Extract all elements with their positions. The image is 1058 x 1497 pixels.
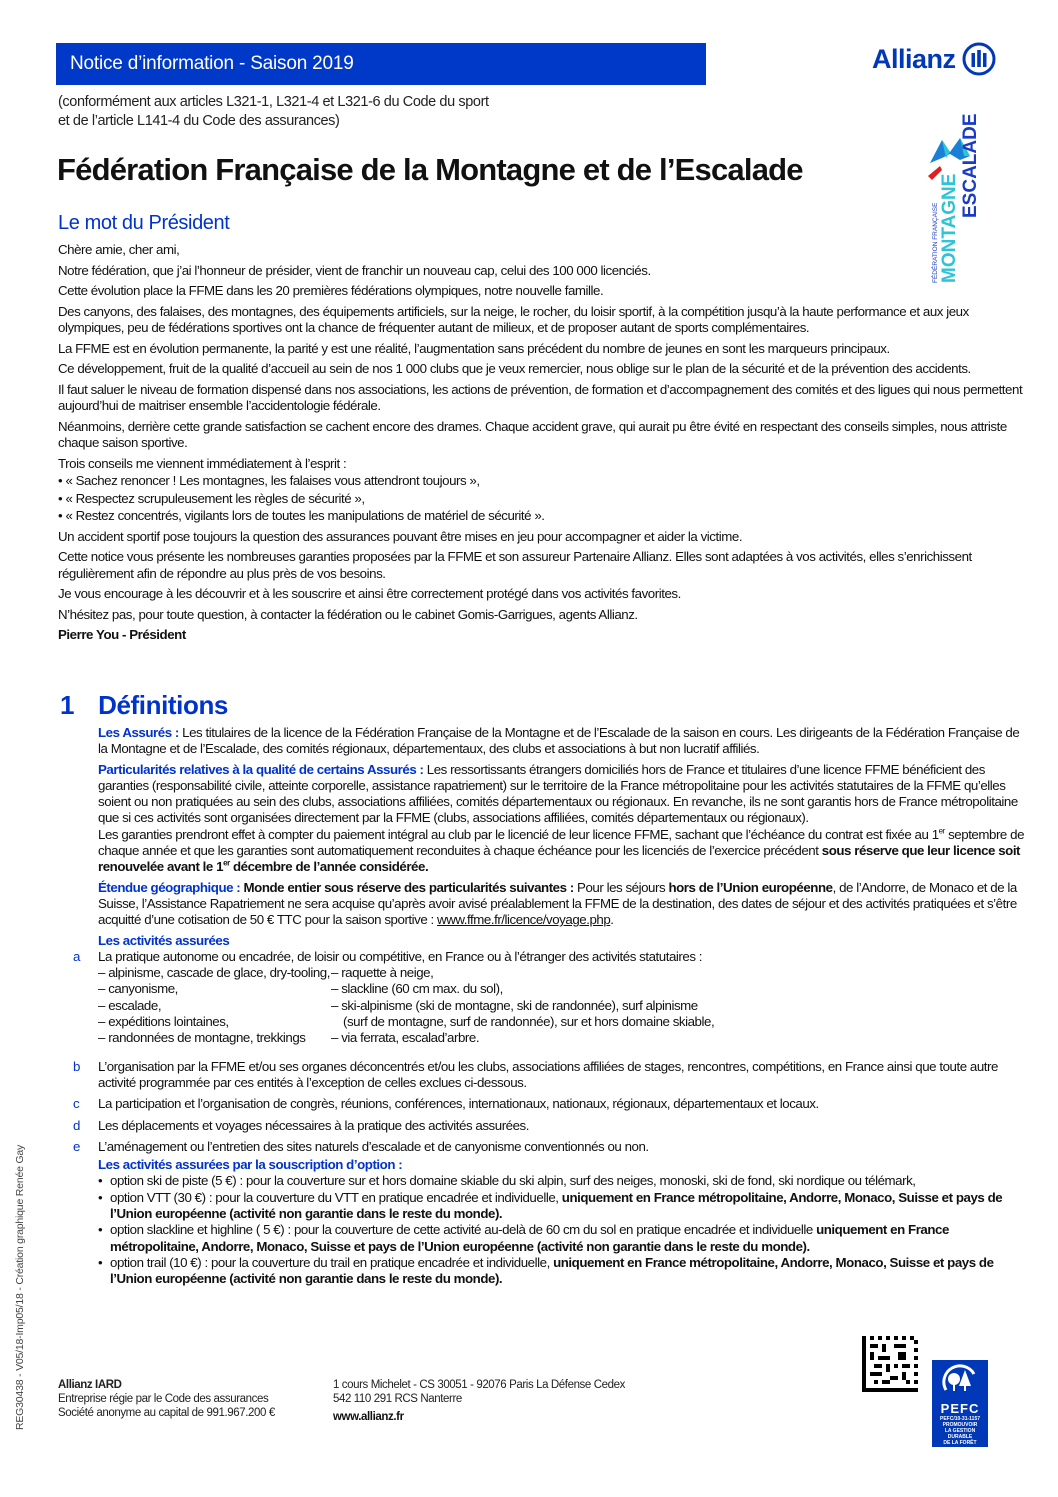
definition-text: Les garanties prendront effet à compter du paiement intégral au club par le licencié de leur licence FFME, sachant que l’échéance du contrat est fixée au 1 bbox=[98, 826, 939, 842]
options-list bbox=[98, 1173, 1026, 1287]
advice-bullet: • « Respectez scrupuleusement les règles de sécurité », bbox=[58, 490, 365, 506]
letter-paragraph: Il faut saluer le niveau de formation dispensé dans nos associations, les actions de prévention, de formation et d’accompagnement des comités et des ligues qui nous permettent aujourd’hui de maitriser ensemble l’accidentologie fédérale. bbox=[58, 381, 1023, 413]
options-heading: Les activités assurées par la souscription d’option : bbox=[98, 1157, 403, 1173]
definition-text: Pour les séjours bbox=[573, 879, 669, 895]
activity-entry: (surf de montagne, surf de randonnée), sur et hors domaine skiable, bbox=[343, 1014, 715, 1030]
definition-emphasis: sous réserve que leur licence soit renouvelée avant le 1 bbox=[98, 843, 1021, 875]
activity-entry: – slackline (60 cm max. du sol), bbox=[331, 981, 503, 997]
item-text: L’aménagement ou l’entretien des sites naturels d’escalade et de canyonisme conventionnés ou non. bbox=[98, 1138, 649, 1154]
superscript: er bbox=[223, 858, 230, 868]
footer-website-link[interactable]: www.allianz.fr bbox=[333, 1411, 404, 1423]
option-restriction: uniquement en France métropolitaine, Andorre, Monaco, Suisse et pays de l’Union européenne (activité non garantie dans le reste du monde). bbox=[110, 1222, 949, 1254]
footer-line: 1 cours Michelet - CS 30051 - 92076 Paris La Défense Cedex bbox=[333, 1379, 625, 1391]
letter-paragraph: Je vous encourage à les découvrir et à les souscrire et ainsi être correctement protégé dans vos activités favorites. bbox=[58, 586, 681, 601]
activity-entry: – canyonisme, bbox=[98, 981, 178, 997]
option-slackline-highline bbox=[98, 1222, 1026, 1255]
activity-entry: – expéditions lointaines, bbox=[98, 1014, 229, 1030]
definition-text: Les ressortissants étrangers domiciliés hors de France et titulaires d’une licence FFME bénéficient des garanties (responsabilité civile, atteinte corporelle, assistance rapatriement) sur le territoire de la France métropolitaine pour les activités statutaires de la FFME qu’elles soient ou non pratiquées au sein des clubs, associations affiliées, comités départementaux ou régionaux. En revanche, ils ne sont garantis hors de France métropolitaine que si ces activités sont organisées directement par la FFME (clubs, associations affiliées, comités départementaux ou régionaux). bbox=[98, 761, 1018, 826]
definition-assures bbox=[98, 725, 1026, 758]
legal-reference-line: (conformément aux articles L321-1, L321-4 et L321-6 du Code du sport bbox=[58, 94, 489, 110]
activity-item-b bbox=[73, 1058, 1026, 1092]
voyage-link[interactable]: www.ffme.fr/licence/voyage.php bbox=[437, 912, 611, 928]
legal-reference bbox=[58, 93, 489, 131]
definition-term: Les Assurés : bbox=[98, 725, 179, 740]
footer-line: Entreprise régie par le Code des assurances bbox=[58, 1393, 269, 1405]
definitions-body bbox=[73, 725, 1026, 1288]
pefc-trees-icon bbox=[940, 1364, 980, 1398]
superscript: er bbox=[938, 826, 945, 836]
president-heading: Le mot du Président bbox=[58, 212, 230, 234]
advice-bullet: • « Restez concentrés, vigilants lors de toutes les manipulations de matériel de sécurité ». bbox=[58, 508, 545, 523]
item-text: Les déplacements et voyages nécessaires à la pratique des activités assurées. bbox=[98, 1117, 530, 1133]
footer-line: Société anonyme au capital de 991.967.200 € bbox=[58, 1407, 275, 1419]
definition-effect-dates bbox=[98, 827, 1026, 876]
pefc-tagline: LA GESTION DURABLE bbox=[944, 1428, 976, 1440]
activity-entry: – randonnées de montagne, trekkings bbox=[98, 1030, 306, 1046]
ffme-logo-small-text: FÉDÉRATION FRANÇAISE bbox=[932, 202, 939, 283]
letter-paragraph: Des canyons, des falaises, des montagnes, des équipements artificiels, sur la neige, le rocher, du loisir sportif, à la compétition jusqu’à la haute performance et aux jeux olympiques, peu de fédérations sportives ont la chance de fréquenter autant de milieux, et de proposer autant de sports complémentaires. bbox=[58, 303, 969, 335]
definition-text: Les titulaires de la licence de la Fédération Française de la Montagne et de l’Escalade de la saison en cours. Les dirigeants de la Fédération Française de la Montagne et de l’Escalade, des comités régionaux, départementaux, des clubs et associations à but non lucratif affiliés. bbox=[98, 725, 1020, 757]
item-letter: e bbox=[73, 1138, 80, 1154]
option-text: option ski de piste (5 €) : pour la couverture sur et hors domaine skiable du ski alpin, surf des neiges, monoski, ski de fond, ski nordique ou télémark, bbox=[110, 1173, 916, 1189]
datamatrix-code-icon bbox=[862, 1336, 918, 1392]
item-text: L’organisation par la FFME et/ou ses organes déconcentrés et/ou les clubs, associations affiliées de stages, rencontres, compétitions, en France ainsi que toute autre activité programmée par ces entités à l’exception de celles exclues ci-dessous. bbox=[98, 1058, 998, 1090]
page-title: Fédération Française de la Montagne et de l’Escalade bbox=[57, 152, 803, 187]
definition-emphasis: hors de l’Union européenne bbox=[668, 879, 833, 895]
option-text: option VTT (30 €) : pour la couverture du VTT en pratique encadrée et individuelle, bbox=[110, 1189, 562, 1205]
legal-reference-line: et de l’article L141-4 du Code des assurances) bbox=[58, 113, 340, 129]
activity-entry: – alpinisme, cascade de glace, dry-tooling, bbox=[98, 965, 330, 981]
activity-entry: – raquette à neige, bbox=[331, 965, 434, 981]
activity-item-c bbox=[73, 1096, 1026, 1112]
ffme-logo-montagne: MONTAGNE bbox=[939, 173, 960, 283]
letter-paragraph: Cette notice vous présente les nombreuses garanties proposées par la FFME et son assureur Partenaire Allianz. Elles sont adaptées à vos activités, elles s’enrichissent régulièrement afin de répondre au plus près de vos besoins. bbox=[58, 549, 972, 581]
letter-paragraph: Chère amie, cher ami, bbox=[58, 242, 180, 257]
section-title: Définitions bbox=[98, 690, 228, 720]
pefc-tagline: DE LA FORÊT bbox=[943, 1440, 977, 1446]
letter-paragraph: Trois conseils me viennent immédiatement à l’esprit : bbox=[58, 455, 347, 471]
item-text: La participation et l’organisation de congrès, réunions, conférences, internationaux, nationaux, régionaux, départementaux et locaux. bbox=[98, 1096, 819, 1112]
option-text: option trail (10 €) : pour la couverture du trail en pratique encadrée et individuelle, bbox=[110, 1254, 554, 1270]
letter-paragraph: Néanmoins, derrière cette grande satisfaction se cachent encore des drames. Chaque accident grave, qui aurait pu être évité en respectant des conseils simples, nous attriste chaque saison sportive. bbox=[58, 418, 1007, 450]
activity-entry: – ski-alpinisme (ski de montagne, ski de randonnée), surf alpinisme bbox=[331, 997, 698, 1013]
definition-text: , de l’Andorre, de Monaco et de la Suisse, l’Assistance Rapatriement ne sera acquise qu’après avoir avisé préalablement la FFME de la destination, des dates de séjour et des activités pratiquées et s’être acquitté d’une cotisation de 50 € TTC pour la saison sportive : bbox=[98, 879, 1017, 928]
pefc-label bbox=[932, 1360, 988, 1447]
pefc-tagline: PROMOUVOIR bbox=[942, 1422, 978, 1428]
print-reference: REG30438 - V05/18-Imp05/18 - Création graphique Renée Gay bbox=[14, 1144, 26, 1430]
definition-term: Étendue géographique : bbox=[98, 879, 241, 895]
definition-particularites bbox=[98, 762, 1026, 827]
footer-company-name: Allianz IARD bbox=[58, 1379, 122, 1391]
letter-paragraph: N’hésitez pas, pour toute question, à contacter la fédération ou le cabinet Gomis-Garrigues, agents Allianz. bbox=[58, 606, 638, 622]
activity-item-e bbox=[73, 1138, 1026, 1155]
activity-entry: – escalade, bbox=[98, 997, 162, 1013]
statutory-activities-list bbox=[98, 965, 1026, 1046]
allianz-eagle-icon bbox=[962, 42, 996, 76]
item-letter: b bbox=[73, 1058, 80, 1074]
section-number: 1 bbox=[60, 690, 75, 720]
option-restriction: uniquement en France métropolitaine, Andorre, Monaco, Suisse et pays de l’Union européenne (activité non garantie dans le reste du monde). bbox=[110, 1254, 994, 1287]
option-ski-de-piste bbox=[98, 1173, 1026, 1189]
item-letter: d bbox=[73, 1117, 80, 1133]
letter-paragraph: La FFME est en évolution permanente, la parité y est une réalité, l’augmentation sans précédent du nombre de jeunes en sont les marqueurs principaux. bbox=[58, 340, 890, 356]
definition-text: septembre de chaque année et que les garanties sont automatiquement reconduites à chaque échéance pour les licenciés de l’exercice précédent bbox=[98, 826, 1025, 859]
activity-item-a bbox=[73, 948, 1026, 1047]
pefc-wordmark: PEFC bbox=[940, 1401, 980, 1416]
definition-etendue bbox=[98, 880, 1026, 929]
president-letter bbox=[58, 242, 1026, 648]
activity-item-d bbox=[73, 1117, 1026, 1134]
section-heading-definitions bbox=[60, 690, 228, 721]
option-vtt bbox=[98, 1190, 1026, 1223]
allianz-wordmark: Allianz bbox=[872, 43, 956, 74]
pefc-code: PEFC/10-31-1157 bbox=[939, 1416, 981, 1422]
definition-text: . bbox=[610, 912, 614, 928]
advice-bullet: • « Sachez renoncer ! Les montagnes, les falaises vous attendront toujours », bbox=[58, 473, 480, 488]
letter-paragraph: Cette évolution place la FFME dans les 20 premières fédérations olympiques, notre nouvelle famille. bbox=[58, 283, 604, 298]
definition-term: Particularités relatives à la qualité de certains Assurés : bbox=[98, 761, 424, 777]
letter-signature: Pierre You - Président bbox=[58, 627, 186, 642]
item-text: La pratique autonome ou encadrée, de loisir ou compétitive, en France ou à l’étranger des activités statutaires : bbox=[98, 948, 703, 964]
letter-paragraph: Un accident sportif pose toujours la question des assurances pouvant être mises en jeu pour accompagner et aider la victime. bbox=[58, 528, 743, 544]
footer-address bbox=[333, 1378, 625, 1424]
option-trail bbox=[98, 1255, 1026, 1288]
activities-heading: Les activités assurées bbox=[98, 932, 230, 948]
header-banner: Notice d’information - Saison 2019 bbox=[56, 43, 706, 85]
footer-line: 542 110 291 RCS Nanterre bbox=[333, 1393, 462, 1405]
definition-emphasis: décembre de l’année considérée. bbox=[229, 859, 429, 875]
item-letter: a bbox=[73, 948, 80, 964]
footer-company bbox=[58, 1378, 275, 1420]
definition-emphasis: Monde entier sous réserve des particularités suivantes : bbox=[240, 879, 574, 895]
activity-entry: – via ferrata, escalad’arbre. bbox=[331, 1030, 480, 1046]
option-text: option slackline et highline ( 5 €) : pour la couverture de cette activité au-delà de 60 cm du sol en pratique encadrée et individuelle bbox=[110, 1222, 817, 1238]
letter-paragraph: Ce développement, fruit de la qualité d’accueil au sein de nos 1 000 clubs que je veux remercier, nous oblige sur le plan de la sécurité et de la prévention des accidents. bbox=[58, 361, 971, 376]
option-restriction: uniquement en France métropolitaine, Andorre, Monaco, Suisse et pays de l’Union européenne (activité non garantie dans le reste du monde). bbox=[110, 1189, 1003, 1222]
letter-paragraph: Notre fédération, que j’ai l’honneur de présider, vient de franchir un nouveau cap, celui des 100 000 licenciés. bbox=[58, 262, 651, 278]
ffme-logo-escalade: ESCALADE bbox=[960, 113, 981, 218]
item-letter: c bbox=[73, 1096, 80, 1112]
allianz-logo bbox=[872, 42, 996, 76]
